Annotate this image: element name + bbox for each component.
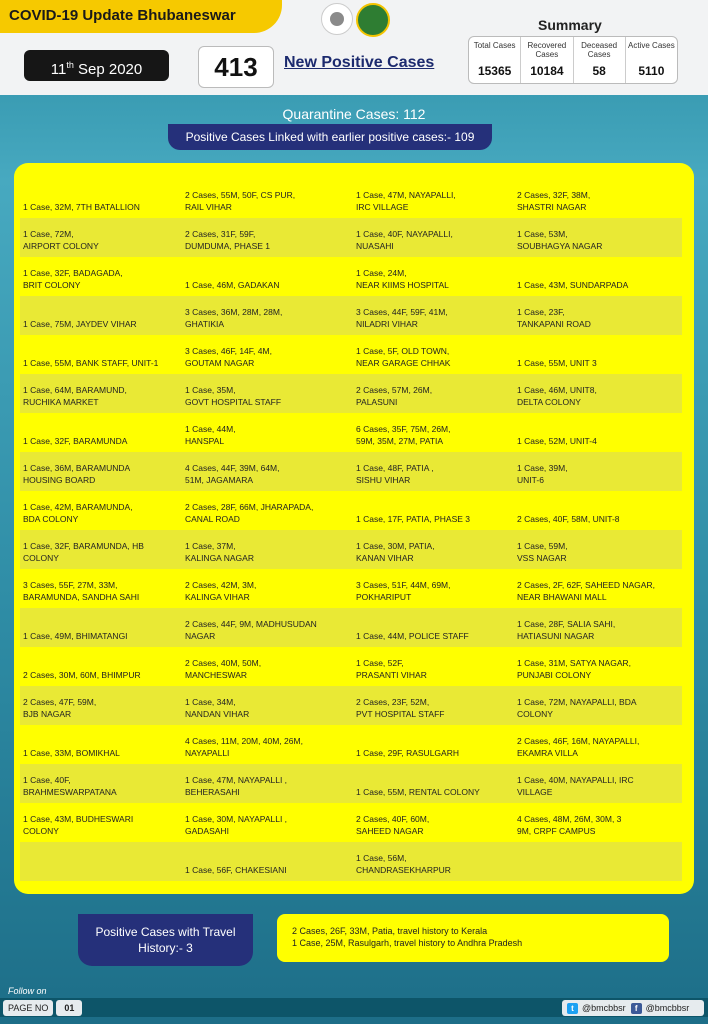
quarantine-cases: Quarantine Cases: 112 <box>282 106 426 122</box>
table-row <box>20 296 682 335</box>
table-row <box>20 647 682 686</box>
case-cell: 1 Case, 32M, 7TH BATALLION <box>23 202 140 212</box>
case-cell: 3 Cases, 44F, 59F, 41M, NILADRI VIHAR <box>356 307 448 329</box>
case-cell: 2 Cases, 2F, 62F, SAHEED NAGAR, NEAR BHAWANI MALL <box>517 580 655 602</box>
table-row <box>20 335 682 374</box>
facebook-handle[interactable]: @bmcbbsr <box>645 1003 690 1013</box>
case-cell: 1 Case, 43M, BUDHESWARI COLONY <box>23 814 134 836</box>
facebook-icon[interactable]: f <box>631 1003 642 1014</box>
case-cell: 1 Case, 64M, BARAMUND, RUCHIKA MARKET <box>23 385 127 407</box>
case-cell: 1 Case, 55M, BANK STAFF, UNIT-1 <box>23 358 159 368</box>
case-cell: 3 Cases, 36M, 28M, 28M, GHATIKIA <box>185 307 283 329</box>
case-cell: 3 Cases, 46F, 14F, 4M, GOUTAM NAGAR <box>185 346 272 368</box>
case-cell: 4 Cases, 48M, 26M, 30M, 3 9M, CRPF CAMPUS <box>517 814 622 836</box>
case-cell: 2 Cases, 44F, 9M, MADHUSUDAN NAGAR <box>185 619 317 641</box>
follow-on-label: Follow on <box>8 986 47 996</box>
table-row <box>20 803 682 842</box>
travel-history-label: Positive Cases with Travel History:- 3 <box>78 914 253 966</box>
table-row <box>20 257 682 296</box>
table-row <box>20 530 682 569</box>
case-cell: 1 Case, 39M, UNIT-6 <box>517 463 568 485</box>
summary-value: 58 <box>592 64 606 78</box>
case-cell: 1 Case, 24M, NEAR KIIMS HOSPITAL <box>356 268 449 290</box>
summary-title: Summary <box>538 17 602 33</box>
case-cell: 1 Case, 34M, NANDAN VIHAR <box>185 697 250 719</box>
case-cell: 4 Cases, 11M, 20M, 40M, 26M, NAYAPALLI <box>185 736 303 758</box>
case-cell: 2 Cases, 55M, 50F, CS PUR, RAIL VIHAR <box>185 190 296 212</box>
summary-label: Active Cases <box>628 41 675 50</box>
case-cell: 3 Cases, 51F, 44M, 69M, POKHARIPUT <box>356 580 451 602</box>
bmc-logo <box>356 3 390 37</box>
case-cell: 1 Case, 75M, JAYDEV VIHAR <box>23 319 137 329</box>
case-cell: 1 Case, 53M, SOUBHAGYA NAGAR <box>517 229 603 251</box>
case-cell: 1 Case, 17F, PATIA, PHASE 3 <box>356 514 471 524</box>
table-row <box>20 725 682 764</box>
case-cell: 1 Case, 46M, GADAKAN <box>185 280 280 290</box>
summary-label: Total Cases <box>473 41 516 50</box>
case-cell: 2 Cases, 31F, 59F, DUMDUMA, PHASE 1 <box>185 229 271 251</box>
case-cell: 1 Case, 44M, POLICE STAFF <box>356 631 469 641</box>
case-cell: 2 Cases, 40F, 58M, UNIT-8 <box>517 514 620 524</box>
case-cell: 2 Cases, 46F, 16M, NAYAPALLI, EKAMRA VILLA <box>517 736 640 758</box>
date-month-year: Sep 2020 <box>78 61 143 78</box>
case-cell: 1 Case, 5F, OLD TOWN, NEAR GARAGE CHHAK <box>356 346 451 368</box>
summary-value: 15365 <box>477 64 512 78</box>
date-suffix: th <box>66 60 74 70</box>
table-row <box>20 569 682 608</box>
case-cell: 2 Cases, 32F, 38M, SHASTRI NAGAR <box>517 190 591 212</box>
case-cell: 1 Case, 37M, KALINGA NAGAR <box>185 541 254 563</box>
case-cell: 1 Case, 40F, NAYAPALLI, NUASAHI <box>356 229 453 251</box>
table-row <box>20 452 682 491</box>
table-row <box>20 218 682 257</box>
table-row <box>20 374 682 413</box>
case-cell: 1 Case, 56F, CHAKESIANI <box>185 865 287 875</box>
odisha-emblem-logo <box>321 3 353 35</box>
case-cell: 1 Case, 47M, NAYAPALLI , BEHERASAHI <box>185 775 288 797</box>
case-cell: 1 Case, 35M, GOVT HOSPITAL STAFF <box>185 385 282 407</box>
case-cell: 1 Case, 49M, BHIMATANGI <box>23 631 128 641</box>
case-cell: 1 Case, 72M, AIRPORT COLONY <box>23 229 99 251</box>
case-cell: 1 Case, 52M, UNIT-4 <box>517 436 597 446</box>
case-cell: 1 Case, 55M, RENTAL COLONY <box>356 787 480 797</box>
travel-line: 2 Cases, 26F, 33M, Patia, travel history to Kerala <box>292 926 488 936</box>
case-cell: 4 Cases, 44F, 39M, 64M, 51M, JAGAMARA <box>185 463 280 485</box>
case-cell: 1 Case, 47M, NAYAPALLI, IRC VILLAGE <box>356 190 456 212</box>
table-row <box>20 413 682 452</box>
case-cell: 1 Case, 40F, BRAHMESWARPATANA <box>23 775 117 797</box>
case-cell: 1 Case, 72M, NAYAPALLI, BDA COLONY <box>517 697 637 719</box>
case-cell: 1 Case, 55M, UNIT 3 <box>517 358 597 368</box>
case-cell: 1 Case, 59M, VSS NAGAR <box>517 541 568 563</box>
table-row <box>20 491 682 530</box>
case-cell: 1 Case, 48F, PATIA , SISHU VIHAR <box>356 463 434 485</box>
case-cell: 1 Case, 23F, TANKAPANI ROAD <box>517 307 591 329</box>
case-cell: 1 Case, 43M, SUNDARPADA <box>517 280 629 290</box>
case-cell: 2 Cases, 57M, 26M, PALASUNI <box>356 385 433 407</box>
case-cell: 3 Cases, 55F, 27M, 33M, BARAMUNDA, SANDHA SAHI <box>23 580 140 602</box>
case-cell: 2 Cases, 23F, 52M, PVT HOSPITAL STAFF <box>356 697 445 719</box>
summary-label: Recovered Cases <box>527 41 567 59</box>
case-cell: 1 Case, 56M, CHANDRASEKHARPUR <box>356 853 451 875</box>
case-cell: 1 Case, 31M, SATYA NAGAR, PUNJABI COLONY <box>517 658 632 680</box>
summary-active <box>626 37 677 83</box>
table-row <box>20 608 682 647</box>
case-cell: 1 Case, 32F, BARAMUNDA <box>23 436 128 446</box>
case-cell: 1 Case, 36M, BARAMUNDA HOUSING BOARD <box>23 463 131 485</box>
table-row <box>20 842 682 881</box>
case-cell: 1 Case, 44M, HANSPAL <box>185 424 236 446</box>
social-links <box>562 1000 704 1016</box>
case-cell: 2 Cases, 47F, 59M, BJB NAGAR <box>23 697 97 719</box>
case-cell: 2 Cases, 40M, 50M, MANCHESWAR <box>185 658 262 680</box>
case-cell: 1 Case, 42M, BARAMUNDA, BDA COLONY <box>23 502 133 524</box>
case-cell: 1 Case, 30M, NAYAPALLI , GADASAHI <box>185 814 288 836</box>
case-cell: 1 Case, 32F, BADAGADA, BRIT COLONY <box>23 268 123 290</box>
case-cell: 2 Cases, 30M, 60M, BHIMPUR <box>23 670 141 680</box>
case-cell: 2 Cases, 40F, 60M, SAHEED NAGAR <box>356 814 430 836</box>
case-cell: 1 Case, 29F, RASULGARH <box>356 748 459 758</box>
summary-deceased <box>574 37 626 83</box>
table-row <box>20 764 682 803</box>
case-cell: 2 Cases, 28F, 66M, JHARAPADA, CANAL ROAD <box>185 502 314 524</box>
cases-table <box>20 179 682 881</box>
travel-line: 1 Case, 25M, Rasulgarh, travel history to Andhra Pradesh <box>292 938 523 948</box>
case-cell: 1 Case, 33M, BOMIKHAL <box>23 748 120 758</box>
page-number-value: 01 <box>56 1000 82 1016</box>
summary-recovered <box>521 37 573 83</box>
case-cell: 1 Case, 32F, BARAMUNDA, HB COLONY <box>23 541 144 563</box>
summary-value: 10184 <box>530 64 564 78</box>
case-cell: 1 Case, 40M, NAYAPALLI, IRC VILLAGE <box>517 775 634 797</box>
page-number-label: PAGE NO <box>3 1000 53 1016</box>
new-cases-label: New Positive Cases <box>284 54 435 71</box>
title-banner <box>0 0 282 33</box>
page-number <box>3 1000 82 1016</box>
case-cell: 2 Cases, 42M, 3M, KALINGA VIHAR <box>185 580 257 602</box>
twitter-handle[interactable]: @bmcbbsr <box>582 1003 626 1013</box>
table-row <box>20 179 682 218</box>
summary-value: 5110 <box>638 64 665 78</box>
twitter-icon[interactable]: t <box>567 1003 578 1014</box>
date-badge <box>24 50 169 81</box>
date-day: 11 <box>50 61 67 78</box>
case-cell: 1 Case, 46M, UNIT8, DELTA COLONY <box>517 385 597 407</box>
page-title: COVID-19 Update Bhubaneswar <box>9 7 236 24</box>
travel-history-details <box>277 914 669 962</box>
summary-label: Deceased Cases <box>581 41 618 59</box>
table-row <box>20 686 682 725</box>
case-cell: 6 Cases, 35F, 75M, 26M, 59M, 35M, 27M, PATIA <box>356 424 451 446</box>
case-cell: 1 Case, 30M, PATIA, KANAN VIHAR <box>356 541 435 563</box>
case-cell: 1 Case, 28F, SALIA SAHI, HATIASUNI NAGAR <box>517 619 616 641</box>
summary-total <box>469 37 521 83</box>
case-cell: 1 Case, 52F, PRASANTI VIHAR <box>356 658 427 680</box>
linked-cases-banner: Positive Cases Linked with earlier positive cases:- 109 <box>168 124 492 150</box>
header <box>0 0 708 95</box>
new-cases-count: 413 <box>198 46 274 88</box>
summary-table <box>468 36 678 84</box>
